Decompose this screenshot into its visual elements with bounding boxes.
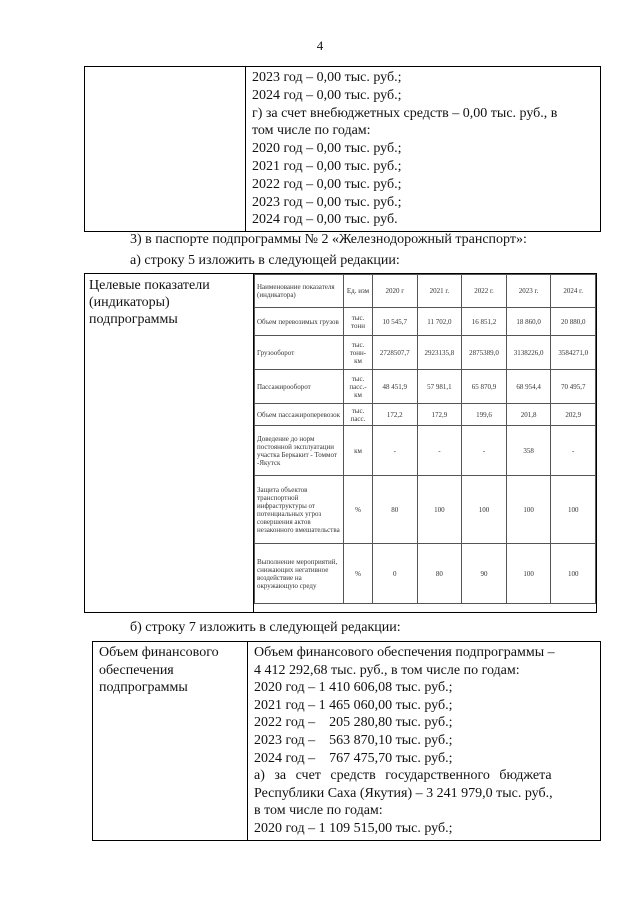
year-line: 2021 год – 1 465 060,00 тыс. руб.; — [254, 697, 453, 713]
indicator-value: 199,6 — [462, 404, 507, 426]
text-line: а) за счет средств государственного бюджета — [254, 768, 552, 784]
text-line: г) за счет внебюджетных средств – 0,00 тыс. руб., в — [252, 105, 558, 121]
table-row — [255, 336, 596, 370]
header-year: 2022 г. — [462, 275, 507, 308]
label-line: Объем финансового — [99, 645, 219, 660]
indicator-value: 172,2 — [373, 404, 418, 426]
indicator-unit: тыс. тонн — [344, 308, 373, 336]
indicator-name: Выполнение мероприятий, снижающих негативное воздействие на окружающую среду — [255, 544, 344, 604]
indicator-value: - — [373, 426, 418, 476]
year-line: 2020 год – 1 410 606,08 тыс. руб.; — [254, 680, 453, 696]
text-line: 2024 год – 0,00 тыс. руб.; — [252, 87, 402, 103]
header-year: 2024 г. — [551, 275, 596, 308]
funding-continuation-table — [84, 66, 601, 232]
indicator-name: Защита объектов транспортной инфраструктуры от потенциальных угроз совершения актов незаконного вмешательства — [255, 476, 344, 544]
year-line: 2022 год – 205 280,80 тыс. руб.; — [254, 715, 453, 731]
indicator-value: 80 — [417, 544, 462, 604]
indicators-table — [84, 273, 597, 613]
indicator-value: 70 495,7 — [551, 370, 596, 404]
indicator-value: 65 870,9 — [462, 370, 507, 404]
indicator-value: 172,9 — [417, 404, 462, 426]
indicator-name: Объем пассажироперевозок — [255, 404, 344, 426]
text-line: 2022 год – 0,00 тыс. руб.; — [252, 176, 402, 192]
text-line: 2020 год – 1 109 515,00 тыс. руб.; — [254, 820, 453, 836]
indicator-value: 0 — [373, 544, 418, 604]
indicator-unit: тыс. пасс.-км — [344, 370, 373, 404]
indicator-value: 11 702,0 — [417, 308, 462, 336]
indicator-value: 80 — [373, 476, 418, 544]
indicators-header-row — [255, 275, 596, 308]
text-line: 2021 год – 0,00 тыс. руб.; — [252, 158, 402, 174]
indicator-value: 201,8 — [506, 404, 551, 426]
label-line: обеспечения — [99, 662, 174, 678]
label-line: подпрограммы — [99, 680, 188, 696]
paragraph-row-7: б) строку 7 изложить в следующей редакции: — [130, 620, 401, 635]
indicator-value: 100 — [417, 476, 462, 544]
indicators-label: Целевые показатели (индикаторы) подпрограммы — [85, 274, 254, 613]
header-unit: Ед. изм — [344, 275, 373, 308]
funding-label — [93, 642, 248, 841]
paragraph-subprogram-2: 3) в паспорте подпрограммы № 2 «Железнодорожный транспорт»: — [130, 232, 527, 247]
indicator-value: 20 880,0 — [551, 308, 596, 336]
table-row — [255, 370, 596, 404]
empty-label-cell — [85, 67, 246, 232]
paragraph-row-5: а) строку 5 изложить в следующей редакции: — [130, 253, 400, 268]
header-year: 2021 г. — [417, 275, 462, 308]
indicator-value: 202,9 — [551, 404, 596, 426]
year-line: 2023 год – 563 870,10 тыс. руб.; — [254, 732, 453, 748]
indicator-unit: тыс. пасс. — [344, 404, 373, 426]
indicator-value: 2728507,7 — [373, 336, 418, 370]
indicator-name: Доведение до норм постоянной эксплуатации участка Беркакит - Томмот -Якутск — [255, 426, 344, 476]
indicator-value: 68 954,4 — [506, 370, 551, 404]
indicator-value: 57 981,1 — [417, 370, 462, 404]
indicators-grid — [254, 274, 596, 604]
text-line: 2020 год – 0,00 тыс. руб.; — [252, 141, 402, 157]
indicator-value: - — [417, 426, 462, 476]
text-line: том числе по годам: — [252, 123, 371, 139]
indicator-value: 100 — [506, 476, 551, 544]
text-line: Объем финансового обеспечения подпрограммы – — [254, 645, 555, 660]
table-row — [255, 426, 596, 476]
year-line: 2024 год – 767 475,70 тыс. руб.; — [254, 750, 453, 766]
header-indicator-name: Наименование показателя (индикатора) — [255, 275, 344, 308]
text-line: в том числе по годам: — [254, 803, 383, 819]
indicator-value: 358 — [506, 426, 551, 476]
indicator-value: 2923135,8 — [417, 336, 462, 370]
table-row — [255, 476, 596, 544]
indicator-value: 10 545,7 — [373, 308, 418, 336]
indicator-name: Пассажирооборот — [255, 370, 344, 404]
header-year: 2023 г. — [506, 275, 551, 308]
indicator-name: Объем перевозимых грузов — [255, 308, 344, 336]
indicator-value: - — [551, 426, 596, 476]
indicator-name: Грузооборот — [255, 336, 344, 370]
indicator-value: 18 860,0 — [506, 308, 551, 336]
indicator-value: - — [462, 426, 507, 476]
indicator-value: 100 — [551, 476, 596, 544]
table-row — [255, 544, 596, 604]
indicator-value: 3584271,0 — [551, 336, 596, 370]
indicator-value: 100 — [551, 544, 596, 604]
indicators-grid-cell — [254, 274, 597, 613]
indicator-unit: тыс. тонн-км — [344, 336, 373, 370]
text-line: 2024 год – 0,00 тыс. руб. — [252, 212, 398, 228]
header-year: 2020 г — [373, 275, 418, 308]
indicator-unit: % — [344, 476, 373, 544]
indicator-value: 2875389,0 — [462, 336, 507, 370]
funding-lines-cell — [246, 67, 601, 232]
indicator-value: 90 — [462, 544, 507, 604]
indicator-value: 16 851,2 — [462, 308, 507, 336]
indicator-unit: % — [344, 544, 373, 604]
text-line: Республики Саха (Якутия) – 3 241 979,0 тыс. руб., — [254, 785, 553, 801]
indicator-value: 48 451,9 — [373, 370, 418, 404]
table-row — [255, 308, 596, 336]
indicator-value: 100 — [462, 476, 507, 544]
page-number: 4 — [316, 38, 324, 53]
text-line: 2023 год – 0,00 тыс. руб.; — [252, 194, 402, 210]
funding-details — [248, 642, 601, 841]
table-row — [255, 404, 596, 426]
text-line: 2023 год – 0,00 тыс. руб.; — [252, 70, 402, 85]
funding-table — [92, 641, 601, 841]
text-line: 4 412 292,68 тыс. руб., в том числе по годам: — [254, 662, 520, 678]
indicator-value: 100 — [506, 544, 551, 604]
indicator-unit: км — [344, 426, 373, 476]
indicator-value: 3138226,0 — [506, 336, 551, 370]
